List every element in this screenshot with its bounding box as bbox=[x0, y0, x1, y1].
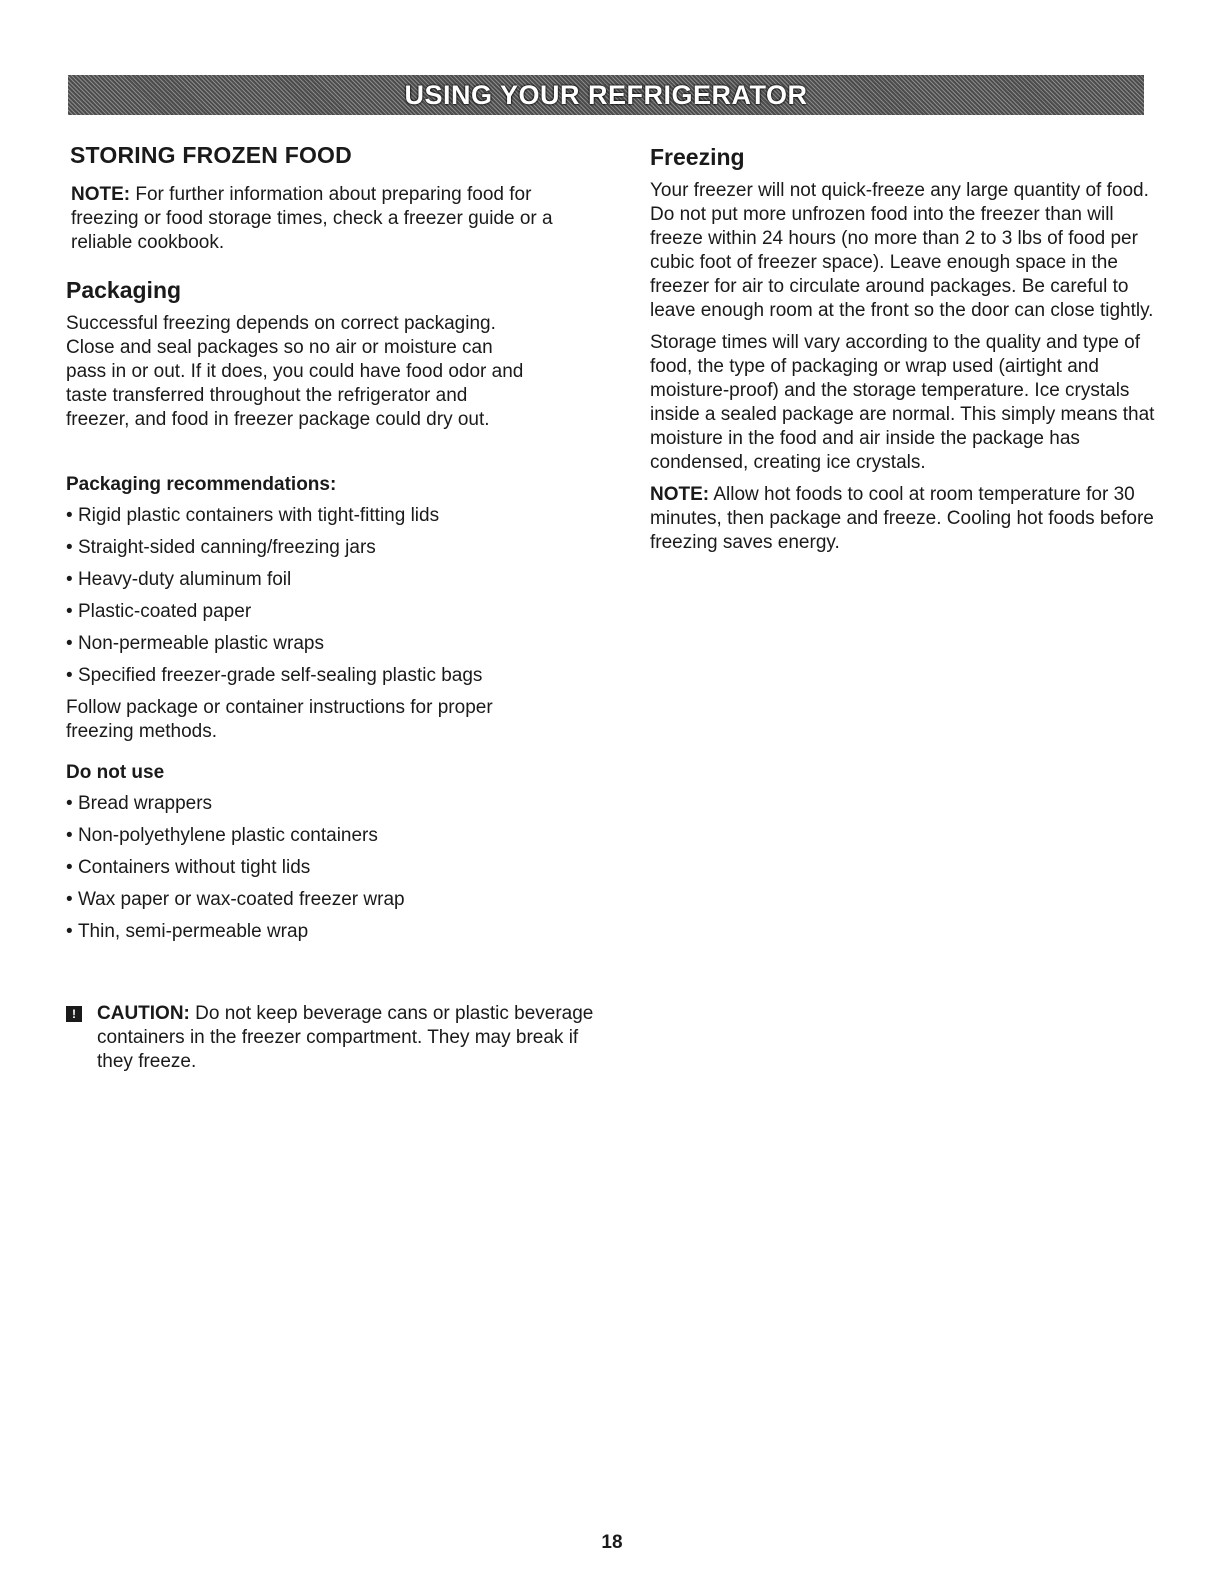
list-item: • Thin, semi-permeable wrap bbox=[66, 920, 626, 944]
section-banner bbox=[68, 75, 1144, 115]
list-item: • Wax paper or wax-coated freezer wrap bbox=[66, 888, 626, 912]
note-paragraph bbox=[71, 183, 581, 255]
freezing-paragraph-2: Storage times will vary according to the quality and type of food, the type of packaging or wrap used (airtight and moisture-proof) and the storage temperature. Ice crystals inside a sealed package are normal. This simply means that moisture in the food and air inside the package has condensed, creating ice crystals. bbox=[650, 332, 1155, 473]
note-label: NOTE: bbox=[71, 184, 131, 205]
follow-instructions-paragraph: Follow package or container instructions for proper freezing methods. bbox=[66, 697, 493, 742]
banner-title: USING YOUR REFRIGERATOR bbox=[404, 79, 808, 110]
storing-frozen-food-heading: STORING FROZEN FOOD bbox=[70, 142, 352, 168]
caution-note bbox=[66, 1002, 626, 1074]
page-number: 18 bbox=[601, 1532, 623, 1553]
list-item: • Specified freezer-grade self-sealing plastic bags bbox=[66, 664, 626, 688]
freezing-heading: Freezing bbox=[650, 144, 745, 170]
warning-icon: ! bbox=[66, 1006, 82, 1022]
list-item: • Bread wrappers bbox=[66, 792, 626, 816]
list-item: • Rigid plastic containers with tight-fitting lids bbox=[66, 504, 626, 528]
note-text: Allow hot foods to cool at room temperature for 30 minutes, then package and freeze. Cooling hot foods before freezing saves energy. bbox=[650, 484, 1154, 553]
caution-label: CAUTION: bbox=[97, 1003, 190, 1024]
note-label: NOTE: bbox=[650, 484, 710, 505]
list-item: • Heavy-duty aluminum foil bbox=[66, 568, 626, 592]
do-not-use-list bbox=[66, 792, 626, 944]
recommendations-heading: Packaging recommendations: bbox=[66, 474, 337, 495]
list-item: • Containers without tight lids bbox=[66, 856, 626, 880]
note-paragraph-right bbox=[650, 483, 1170, 555]
packaging-paragraph: Successful freezing depends on correct packaging. Close and seal packages so no air or moisture can pass in or out. If it does, you could have food odor and taste transferred throughout the refrigerator and freezer, and food in freezer package could dry out. bbox=[66, 313, 524, 430]
recommendations-list bbox=[66, 504, 626, 688]
list-item: • Non-polyethylene plastic containers bbox=[66, 824, 626, 848]
do-not-use-heading: Do not use bbox=[66, 762, 165, 783]
caution-text: Do not keep beverage cans or plastic beverage containers in the freezer compartment. They may break if they freeze. bbox=[97, 1003, 594, 1072]
freezing-paragraph-1: Your freezer will not quick-freeze any large quantity of food. Do not put more unfrozen food into the freezer than will freeze within 24 hours (no more than 2 to 3 lbs of food per cubic foot of freezer space). Leave enough space in the freezer for air to circulate around packages. Be careful to leave enough room at the front so the door can close tightly. bbox=[650, 180, 1154, 321]
caution-paragraph bbox=[97, 1002, 617, 1074]
list-item: • Straight-sided canning/freezing jars bbox=[66, 536, 626, 560]
left-column bbox=[66, 142, 626, 952]
right-column bbox=[650, 144, 1170, 555]
list-item: • Plastic-coated paper bbox=[66, 600, 626, 624]
packaging-heading: Packaging bbox=[66, 277, 182, 303]
note-text: For further information about preparing food for freezing or food storage times, check a freezer guide or a reliable cookbook. bbox=[71, 184, 553, 253]
list-item: • Non-permeable plastic wraps bbox=[66, 632, 626, 656]
